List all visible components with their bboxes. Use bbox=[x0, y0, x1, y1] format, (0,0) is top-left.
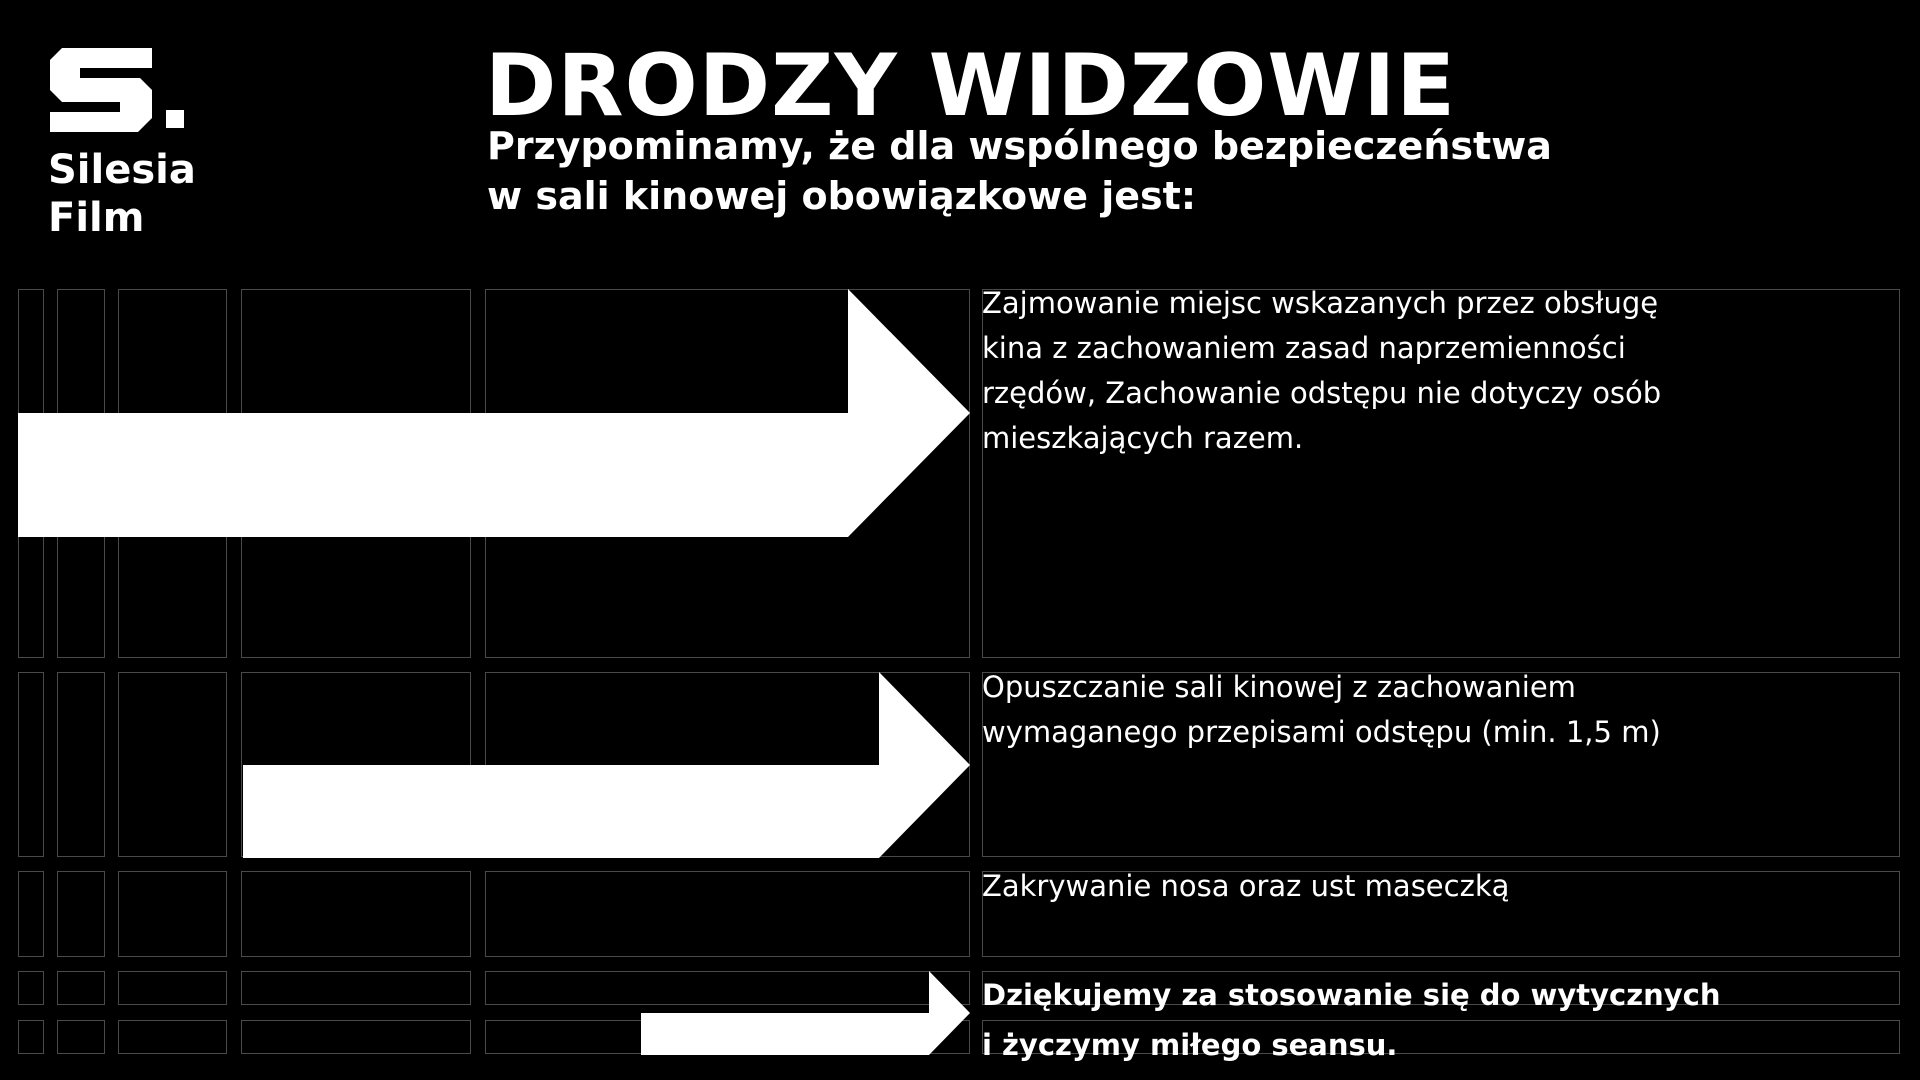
grid-cell bbox=[118, 1020, 227, 1054]
rule-line: mieszkających razem. bbox=[982, 421, 1304, 455]
brand-name-line1: Silesia bbox=[48, 147, 196, 193]
grid-cell bbox=[241, 1020, 471, 1054]
rule-line: kina z zachowaniem zasad naprzemienności bbox=[982, 331, 1626, 365]
closing-line1: Dziękujemy za stosowanie się do wytycznych bbox=[982, 978, 1721, 1012]
rule-text-leaving bbox=[982, 665, 1661, 755]
silesia-film-s-logo-icon bbox=[48, 48, 188, 132]
subtitle-line2: w sali kinowej obowiązkowe jest: bbox=[487, 174, 1197, 218]
arrow-right-icon bbox=[18, 289, 971, 537]
grid-cell bbox=[118, 871, 227, 957]
grid-cell bbox=[18, 871, 44, 957]
closing-message bbox=[982, 970, 1720, 1070]
page-subtitle bbox=[487, 121, 1587, 221]
grid-cell bbox=[241, 971, 471, 1005]
rule-text-mask bbox=[982, 864, 1509, 909]
rule-line: rzędów, Zachowanie odstępu nie dotyczy osób bbox=[982, 376, 1662, 410]
grid-cell bbox=[241, 871, 471, 957]
grid-cell bbox=[18, 971, 44, 1005]
rule-line: Zajmowanie miejsc wskazanych przez obsługę bbox=[982, 286, 1659, 320]
brand-name bbox=[48, 146, 198, 242]
grid-cell bbox=[118, 971, 227, 1005]
arrow-right-icon bbox=[243, 672, 971, 858]
grid-cell bbox=[57, 1020, 105, 1054]
subtitle-line1: Przypominamy, że dla wspólnego bezpieczeństwa bbox=[487, 124, 1552, 168]
grid-cell bbox=[485, 871, 970, 957]
grid-cell bbox=[118, 672, 227, 857]
grid-cell bbox=[57, 871, 105, 957]
grid-cell bbox=[57, 971, 105, 1005]
silesia-film-logo bbox=[48, 48, 198, 242]
rule-line: Opuszczanie sali kinowej z zachowaniem bbox=[982, 670, 1576, 704]
grid-cell bbox=[18, 672, 44, 857]
grid-cell bbox=[18, 1020, 44, 1054]
rule-line: wymaganego przepisami odstępu (min. 1,5 m) bbox=[982, 715, 1661, 749]
arrow-right-icon bbox=[641, 971, 971, 1055]
brand-name-line2: Film bbox=[48, 195, 145, 241]
grid-cell bbox=[57, 672, 105, 857]
page-title: DRODZY WIDZOWIE bbox=[485, 36, 1456, 136]
rule-line: Zakrywanie nosa oraz ust maseczką bbox=[982, 869, 1510, 903]
rule-text-seating bbox=[982, 281, 1661, 461]
closing-line2: i życzymy miłego seansu. bbox=[982, 1028, 1398, 1062]
